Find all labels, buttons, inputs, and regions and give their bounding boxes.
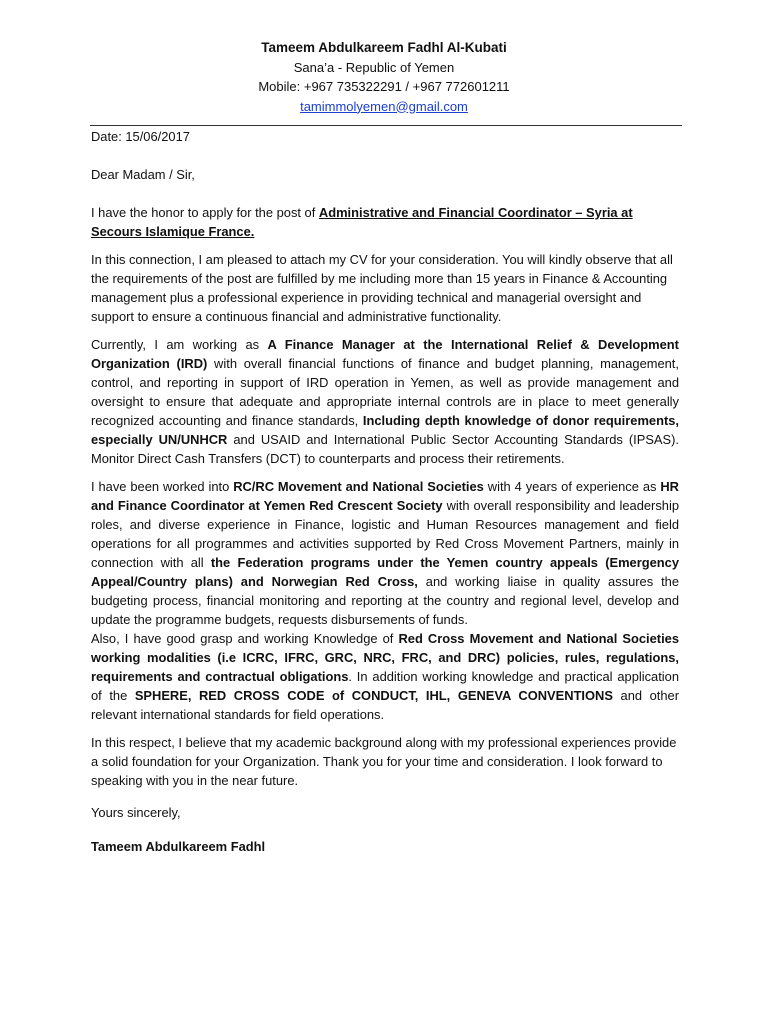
p3-text-2: with 4 years of experience as [483, 479, 661, 494]
paragraph-conclusion: In this respect, I believe that my academic background along with my professional experiences provide a solid foundation for your Organization. Thank you for your time and consideration. I look forward to speaking with you in the near future. [91, 735, 677, 788]
p2-text-3: and USAID and International Public Sector Accounting Standards (IPSAS). Monitor Direct Cash Transfers (DCT) to counterparts and process their retirements. [91, 432, 679, 466]
p4-text-1: Also, I have good grasp and working Knowledge of [91, 631, 399, 646]
p3-bold-2: HR and Finance Coordinator at Yemen Red Crescent Society [91, 479, 679, 513]
paragraph-intro: In this connection, I am pleased to attach my CV for your consideration. You will kindly observe that all the requirements of the post are fulfilled by me including more than 15 years in Finance & Accounting management plus a professional experience in providing technical and managerial oversight and support to ensure a continuous financial and administrative functionality. [91, 252, 673, 324]
sender-mobile: Mobile: +967 735322291 / +967 772601211 [258, 79, 510, 94]
p2-bold-1: A Finance Manager at the International Relief & Development Organization (IRD) [91, 337, 679, 371]
p3-bold-3: the Federation programs under the Yemen country appeals (Emergency Appeal/Country plans) and Norwegian Red Cross, [91, 555, 679, 589]
salutation: Dear Madam / Sir, [91, 167, 195, 182]
closing: Yours sincerely, [91, 805, 181, 820]
p4-text-2: . In addition working knowledge and practical application of the [91, 669, 680, 703]
paragraph-rc-experience [91, 477, 679, 629]
signature-name: Tameem Abdulkareem Fadhl [91, 839, 266, 854]
p4-text-3: and other relevant international standards for field operations. [91, 688, 679, 722]
p2-bold-2: Including depth knowledge of donor requirements, especially UN/UNHCR [91, 413, 679, 447]
sender-location: Sana’a - Republic of Yemen [293, 59, 455, 75]
p4-bold-1: Red Cross Movement and National Societies working modalities (i.e ICRC, IFRC, GRC, NRC, FRC, and DRC) policies, rules, regulations, requirements and contractual obligations [91, 631, 679, 684]
p4-bold-2: SPHERE, RED CROSS CODE of CONDUCT, IHL, GENEVA CONVENTIONS [134, 688, 613, 703]
application-statement [91, 203, 679, 241]
letterhead [0, 38, 768, 116]
apply-prefix: I have the honor to apply for the post of [91, 205, 319, 220]
p3-text-1: I have been worked into [91, 479, 234, 494]
p3-text-3: with overall responsibility and leadership roles, and diverse experience in Finance, logistic and Human Resources management and field operations for all programmes and activities supported by Red Cross Movement Partners, mainly in connection with all [91, 498, 679, 570]
sender-name: Tameem Abdulkareem Fadhl Al-Kubati [261, 40, 507, 55]
letter-body [91, 125, 679, 856]
sender-email-link[interactable]: tamimmolyemen@gmail.com [300, 98, 468, 114]
paragraph-current-role [91, 335, 679, 468]
post-title: Administrative and Financial Coordinator – Syria at Secours Islamique France. [91, 205, 633, 239]
p3-bold-1: RC/RC Movement and National Societies [233, 479, 484, 494]
p3-text-4: and working liaise in quality assures the budgeting process, financial monitoring and reporting at the country and regional level, develop and update the programme budgets, requests disbursements of funds. [91, 574, 679, 627]
paragraph-knowledge [91, 629, 679, 724]
p2-text-2: with overall financial functions of finance and budget planning, management, control, and reporting in support of IRD operation in Yemen, as well as provide management and oversight to ensure that adequate and appropriate internal controls are in place to meet generally recognized accounting and finance standards, [91, 356, 679, 428]
letter-date: Date: 15/06/2017 [91, 129, 190, 144]
p2-text-1: Currently, I am working as [91, 337, 268, 352]
